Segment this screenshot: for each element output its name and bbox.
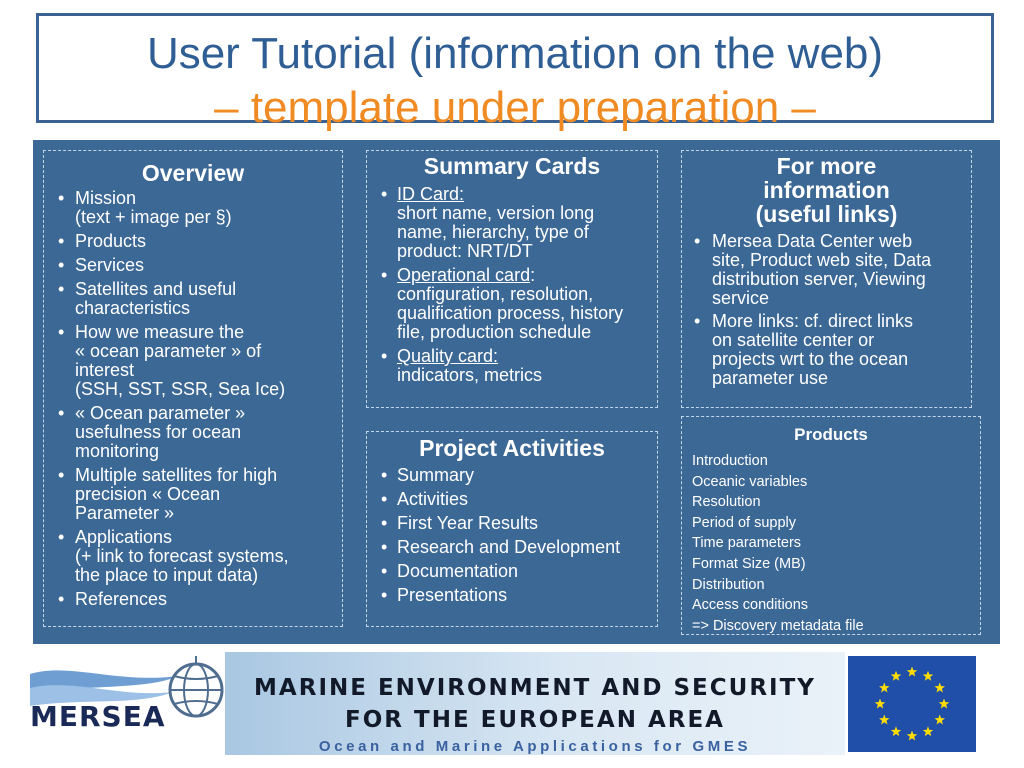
list-item: • ID Card: short name, version long name, hierarchy, type of product: NRT/DT xyxy=(381,184,595,261)
summary-cards-card xyxy=(366,150,658,408)
page-title: User Tutorial (information on the web) xyxy=(146,29,884,78)
list-item: • Services xyxy=(58,255,145,275)
products-card xyxy=(681,416,981,635)
list-item: • Quality card: indicators, metrics xyxy=(381,346,543,385)
mersea-logo-text: MERSEA xyxy=(30,700,166,733)
list-item: • Mersea Data Center web site, Product web site, Data distribution server, Viewing service xyxy=(694,231,932,308)
list-item: • Presentations xyxy=(381,585,508,605)
products-item: => Discovery metadata file xyxy=(692,617,864,634)
list-item: • Research and Development xyxy=(381,537,621,557)
list-item: • Activities xyxy=(381,489,469,509)
id-card-link[interactable]: ID Card: xyxy=(397,184,465,204)
list-item: • More links: cf. direct links on satellite center or projects wrt to the ocean parameter use xyxy=(694,311,914,388)
list-item: • Multiple satellites for high precision « Ocean Parameter » xyxy=(58,465,278,523)
products-item: Period of supply xyxy=(692,514,796,531)
title-box xyxy=(36,13,994,132)
list-item: • Applications (+ link to forecast systems, the place to input data) xyxy=(58,527,289,585)
list-item: • Documentation xyxy=(381,561,519,581)
products-item: Distribution xyxy=(692,576,765,593)
products-item: Resolution xyxy=(692,494,761,511)
list-item: • Summary xyxy=(381,465,475,485)
list-item: • Satellites and useful characteristics xyxy=(58,279,237,318)
banner-tagline: Ocean and Marine Applications for GMES xyxy=(318,738,752,755)
list-item: • How we measure the « ocean parameter » of interest (SSH, SST, SSR, Sea Ice) xyxy=(58,322,286,399)
project-activities-heading: Project Activities xyxy=(419,435,605,461)
more-info-list xyxy=(682,232,971,388)
operational-card-link[interactable]: Operational card xyxy=(397,265,531,285)
summary-cards-heading: Summary Cards xyxy=(423,153,601,179)
list-item: • Mission (text + image per §) xyxy=(58,188,232,227)
products-item: Introduction xyxy=(692,453,768,469)
more-info-card xyxy=(681,150,972,408)
overview-heading: Overview xyxy=(141,160,245,186)
more-info-heading: For more information (useful links) xyxy=(755,153,898,227)
products-item: Format Size (MB) xyxy=(692,555,806,572)
list-item: • « Ocean parameter » usefulness for ocean monitoring xyxy=(58,403,246,461)
summary-cards-list xyxy=(367,185,657,385)
list-item: • Operational card: configuration, resolution, qualification process, history file, production schedule xyxy=(381,265,624,342)
products-heading: Products xyxy=(794,425,868,444)
list-item: • Products xyxy=(58,231,147,251)
page-subtitle: – template under preparation – xyxy=(214,83,816,132)
list-item: • First Year Results xyxy=(381,513,539,533)
overview-list xyxy=(44,189,342,609)
list-item: • References xyxy=(58,589,168,609)
footer-banner xyxy=(225,652,845,755)
products-item: Oceanic variables xyxy=(692,473,808,490)
overview-card xyxy=(43,150,343,627)
quality-card-link[interactable]: Quality card: xyxy=(397,346,499,366)
eu-flag-icon xyxy=(848,656,976,752)
banner-title-line1: MARINE ENVIRONMENT AND SECURITY xyxy=(254,675,816,701)
banner-title-line2: FOR THE EUROPEAN AREA xyxy=(345,707,725,733)
project-activities-card xyxy=(366,431,658,627)
project-activities-list xyxy=(367,466,657,605)
products-item: Access conditions xyxy=(692,597,809,614)
products-item: Time parameters xyxy=(692,535,802,552)
